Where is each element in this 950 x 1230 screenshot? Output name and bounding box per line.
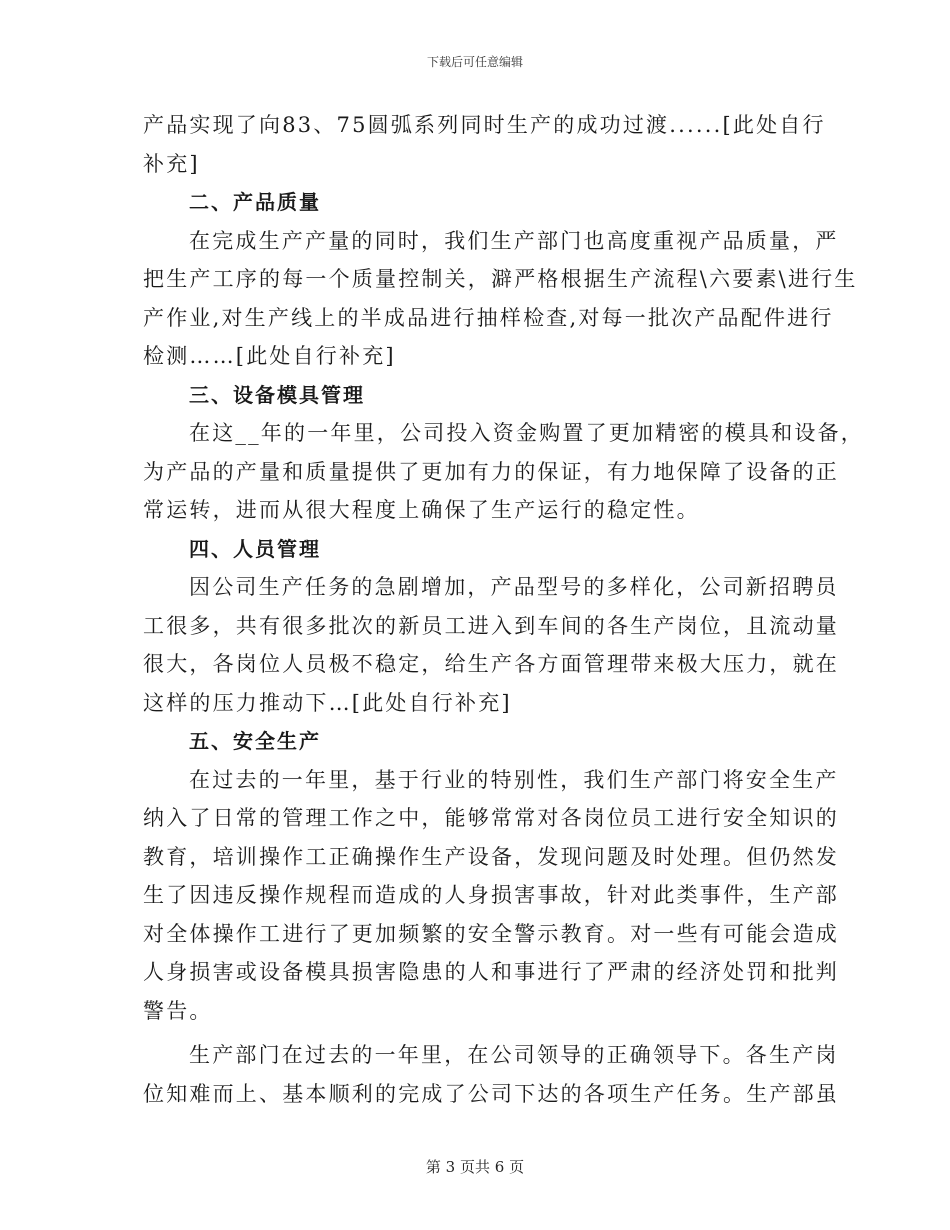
body-line: 补充] [143,151,200,176]
body-line: 常运转，进而从很大程度上确保了生产运行的稳定性。 [143,498,700,522]
section-heading-safety: 五、安全生产 [189,729,321,753]
body-line: 这样的压力推动下…[此处自行补充] [143,690,512,715]
page-header: 下载后可任意编辑 [426,55,523,69]
body-line: 把生产工序的每一个质量控制关，澼严格根据生产流程\六要素\进行生 [143,267,858,291]
body-line: 纳入了日常的管理工作之中，能够常常对各岗位员工进行安全知识的 [143,806,839,830]
body-line: 检测……[此处自行补充] [143,344,396,368]
body-line: 很大，各岗位人员极不稳定，给生产各方面管理带来极大压力，就在 [143,652,839,676]
body-line: 产作业,对生产线上的半成品进行抽样检查,对每一批次产品配件进行 [143,305,834,330]
body-line: 教育，培训操作工正确操作生产设备，发现问题及时处理。但仍然发 [143,844,839,869]
body-line: 在这__年的一年里，公司投入资金购置了更加精密的模具和设备， [189,421,864,445]
page-footer: 第 3 页共 6 页 [425,1158,525,1176]
body-line: 位知难而上、基本顺利的完成了公司下达的各项生产任务。生产部虽 [143,1081,839,1106]
document-body [143,106,864,1113]
section-heading-equipment-mold: 三、设备模具管理 [189,382,365,407]
body-line: 警告。 [143,998,213,1023]
body-line: 生了因违反操作规程而造成的人身损害事故，针对此类事件，生产部 [143,883,839,907]
body-line: 在完成生产产量的同时，我们生产部门也高度重视产品质量，严 [189,228,839,253]
body-line: 对全体操作工进行了更加频繁的安全警示教育。对一些有可能会造成 [143,921,839,946]
body-line: 因公司生产任务的急剧增加，产品型号的多样化，公司新招聘员 [189,575,839,599]
body-line: 产品实现了向83、75圆弧系列同时生产的成功过渡......[此处自行 [143,113,826,137]
body-line: 为产品的产量和质量提供了更加有力的保证，有力地保障了设备的正 [143,459,839,484]
body-line: 生产部门在过去的一年里，在公司领导的正确领导下。各生产岗 [189,1043,839,1067]
body-line: 在过去的一年里，基于行业的特别性，我们生产部门将安全生产 [189,767,839,792]
section-heading-product-quality: 二、产品质量 [189,190,321,214]
body-line: 人身损害或设备模具损害隐患的人和事进行了严肃的经济处罚和批判 [143,960,839,984]
body-line: 工很多，共有很多批次的新员工进入到车间的各生产岗位，且流动量 [143,613,839,638]
section-heading-personnel: 四、人员管理 [189,536,321,561]
